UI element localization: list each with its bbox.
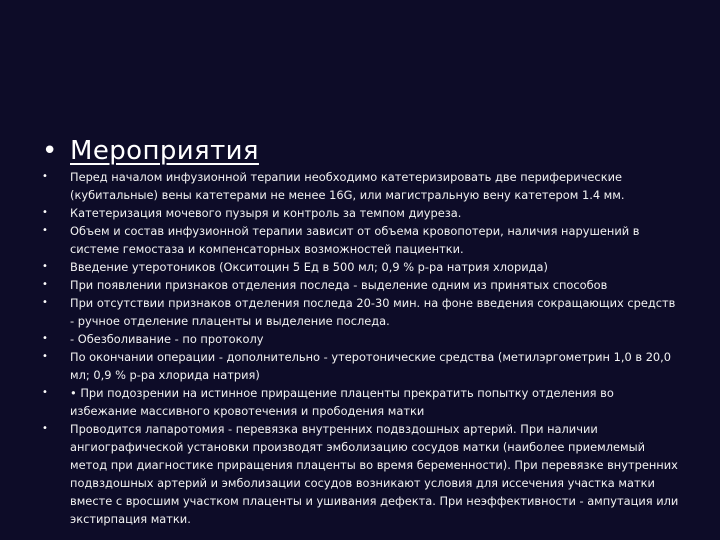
list-item <box>42 222 682 258</box>
list-item-text: При отсутствии признаков отделения последа 20-30 мин. на фоне введения сокращающих средств - ручное отделение плаценты и выделение последа. <box>70 296 676 328</box>
heading-bullet: • <box>42 136 58 166</box>
list-bullet: • <box>42 387 48 398</box>
list-item <box>42 384 682 420</box>
list-bullet: • <box>42 225 48 236</box>
list-item <box>42 294 682 330</box>
list-bullet: • <box>42 351 48 362</box>
bullet-list <box>42 168 682 528</box>
list-bullet: • <box>42 423 48 434</box>
list-bullet: • <box>42 333 48 344</box>
list-bullet: • <box>42 171 48 182</box>
list-item-text: Перед началом инфузионной терапии необходимо катетеризировать две периферические (кубитальные) вены катетерами не менее 16G, или магистральную вену катетером 1.4 мм. <box>70 170 625 202</box>
list-item-text: Введение утеротоников (Окситоцин 5 Ед в 500 мл; 0,9 % р-ра натрия хлорида) <box>70 260 548 274</box>
list-item <box>42 258 682 276</box>
list-bullet: • <box>42 207 48 218</box>
list-item <box>42 276 682 294</box>
list-item-text: - Обезболивание - по протоколу <box>70 332 264 346</box>
slide-heading <box>42 134 259 168</box>
list-item <box>42 420 682 528</box>
list-item <box>42 168 682 204</box>
list-item <box>42 348 682 384</box>
list-item-text: При появлении признаков отделения последа - выделение одним из принятых способов <box>70 278 608 292</box>
list-item-text: Проводится лапаротомия - перевязка внутренних подвздошных артерий. При наличии ангиографической установки производят эмболизацию сосудов матки (наиболее приемлемый метод при диагностике приращения плаценты во время беременности). При перевязке внутренних подвздошных артерий и эмболизации сосудов возникают условия для иссечения участка матки вместе с вросшим участком плаценты и ушивания дефекта. При неэффективности - ампутация или экстирпация матки. <box>70 422 679 526</box>
list-bullet: • <box>42 297 48 308</box>
list-item <box>42 204 682 222</box>
heading-title: Мероприятия <box>70 136 259 166</box>
list-item-text: Объем и состав инфузионной терапии зависит от объема кровопотери, наличия нарушений в системе гемостаза и компенсаторных возможностей пациентки. <box>70 224 640 256</box>
list-item-text: Катетеризация мочевого пузыря и контроль за темпом диуреза. <box>70 206 462 220</box>
list-item <box>42 330 682 348</box>
list-item-text: По окончании операции - дополнительно - утеротонические средства (метилэргометрин 1,0 в 20,0 мл; 0,9 % р-ра хлорида натрия) <box>70 350 672 382</box>
list-item-text: • При подозрении на истинное приращение плаценты прекратить попытку отделения во избежание массивного кровотечения и прободения матки <box>70 386 614 418</box>
list-bullet: • <box>42 261 48 272</box>
list-bullet: • <box>42 279 48 290</box>
